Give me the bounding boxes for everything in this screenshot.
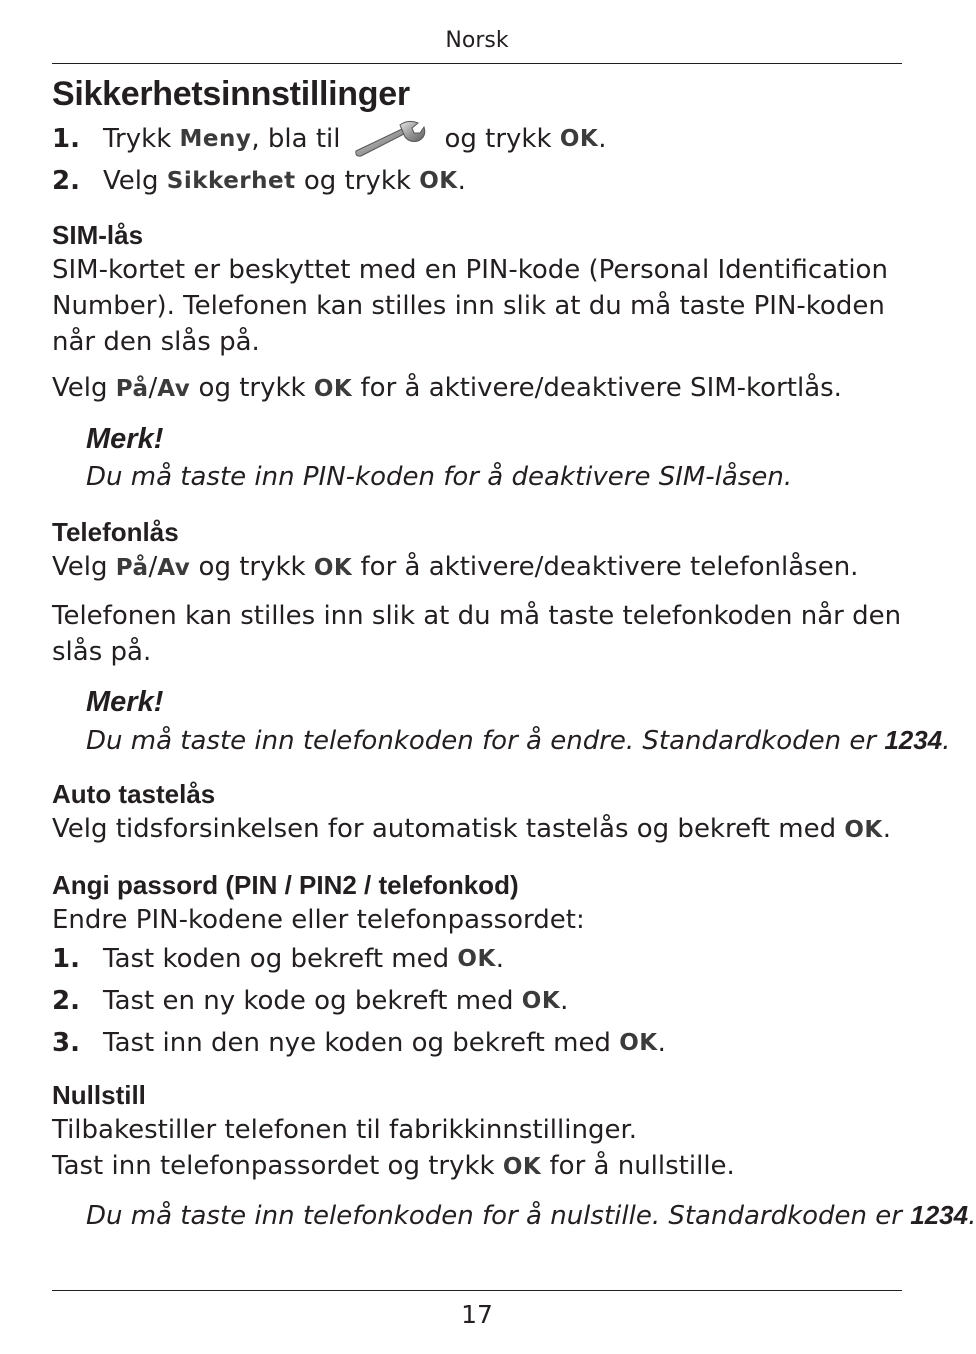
default-code: 1234 [884, 725, 943, 755]
step-number: 1. [52, 124, 80, 154]
on-key: På [115, 376, 149, 402]
ok-key: OK [457, 946, 496, 972]
text: Tast inn den nye koden og bekreft med [103, 1028, 620, 1058]
page-content [52, 72, 976, 1234]
text: for å nullstille. [541, 1151, 735, 1181]
header-rule [52, 63, 902, 64]
text: og trykk [190, 552, 314, 582]
text: Tast koden og bekreft med [103, 944, 458, 974]
reset-line-2 [52, 1148, 902, 1185]
password-step-1 [52, 938, 902, 980]
step-text-pre: Velg [103, 166, 167, 196]
punctuation: . [968, 1201, 976, 1231]
phone-lock-line [52, 549, 902, 586]
punctuation: . [495, 944, 505, 974]
ok-key: OK [521, 988, 561, 1014]
text: Velg tidsforsinkelsen for automatisk tastelås og bekreft med [52, 814, 845, 844]
header-language: Norsk [445, 28, 509, 53]
page-number: 17 [461, 1300, 493, 1329]
step-number: 1. [52, 944, 80, 974]
reset-line-1: Tilbakestiller telefonen til fabrikkinnstillinger. [52, 1115, 638, 1145]
manual-page [52, 0, 976, 1354]
text: Tast inn telefonpassordet og trykk [52, 1151, 503, 1181]
on-key: På [115, 555, 149, 581]
password-step-3 [52, 1022, 902, 1064]
menu-key: Meny [179, 126, 252, 152]
step-text-mid: og trykk [295, 166, 420, 196]
text: for å aktivere/deaktivere SIM-kortlås. [352, 373, 842, 403]
wrench-icon [350, 119, 430, 159]
text: Velg [52, 552, 116, 582]
text: Velg [52, 373, 116, 403]
punctuation: . [560, 986, 569, 1016]
sim-lock-line [52, 370, 902, 407]
off-key: Av [157, 376, 191, 402]
note-title: Merk! [86, 686, 164, 718]
default-code: 1234 [910, 1200, 969, 1230]
note-text [86, 722, 951, 759]
page-title: Sikkerhetsinnstillinger [52, 75, 410, 113]
reset-note [86, 1197, 976, 1234]
off-key: Av [157, 555, 191, 581]
step-number: 2. [52, 986, 80, 1016]
auto-keylock-heading: Auto tastelås [52, 779, 216, 809]
auto-keylock-line [52, 811, 902, 848]
ok-key: OK [619, 1030, 658, 1056]
punctuation: . [882, 814, 891, 844]
step-1 [52, 118, 902, 160]
sim-lock-heading: SIM-lås [52, 220, 144, 250]
sim-lock-note [86, 419, 902, 495]
ok-key: OK [313, 555, 353, 581]
text: Tast en ny kode og bekreft med [103, 986, 522, 1016]
text: for å aktivere/deaktivere telefonlåsen. [352, 552, 859, 582]
ok-key: OK [844, 817, 883, 843]
text: Du må taste inn telefonkoden for å endre. Standardkoden er [86, 726, 885, 756]
phone-lock-heading: Telefonlås [52, 517, 179, 547]
phone-lock-note [86, 682, 951, 759]
note-title: Merk! [86, 423, 164, 455]
footer-rule [52, 1290, 902, 1291]
phone-lock-body: Telefonen kan stilles inn slik at du må taste telefonkoden når den slås på. [52, 601, 902, 667]
text: Du må taste inn telefonkoden for å nulstille. Standardkoden er [86, 1201, 911, 1231]
ok-key: OK [313, 376, 353, 402]
step-number: 2. [52, 166, 80, 196]
punctuation: . [457, 166, 466, 196]
reset-heading: Nullstill [52, 1080, 146, 1110]
text: og trykk [190, 373, 314, 403]
note-text: Du må taste inn PIN-koden for å deaktivere SIM-låsen. [86, 462, 793, 492]
step-text-post: og trykk [444, 124, 560, 154]
punctuation: . [598, 124, 607, 154]
step-2 [52, 160, 902, 202]
ok-key: OK [559, 126, 599, 152]
security-key: Sikkerhet [166, 168, 296, 194]
sim-lock-body: SIM-kortet er beskyttet med en PIN-kode (Personal Identification Number). Telefonen kan stilles inn slik at du må taste PIN-koden når den slås på. [52, 255, 888, 357]
punctuation: . [657, 1028, 666, 1058]
step-number: 3. [52, 1028, 80, 1058]
punctuation: . [942, 726, 951, 756]
password-heading: Angi passord (PIN / PIN2 / telefonkod) [52, 870, 519, 900]
password-intro: Endre PIN-kodene eller telefonpassordet: [52, 905, 585, 935]
ok-key: OK [502, 1154, 542, 1180]
step-text-mid: , bla til [251, 124, 341, 154]
slash: / [148, 552, 158, 582]
slash: / [148, 373, 158, 403]
password-step-2 [52, 980, 902, 1022]
ok-key: OK [419, 168, 458, 194]
note-text [86, 1197, 976, 1234]
step-text-pre: Trykk [103, 124, 180, 154]
